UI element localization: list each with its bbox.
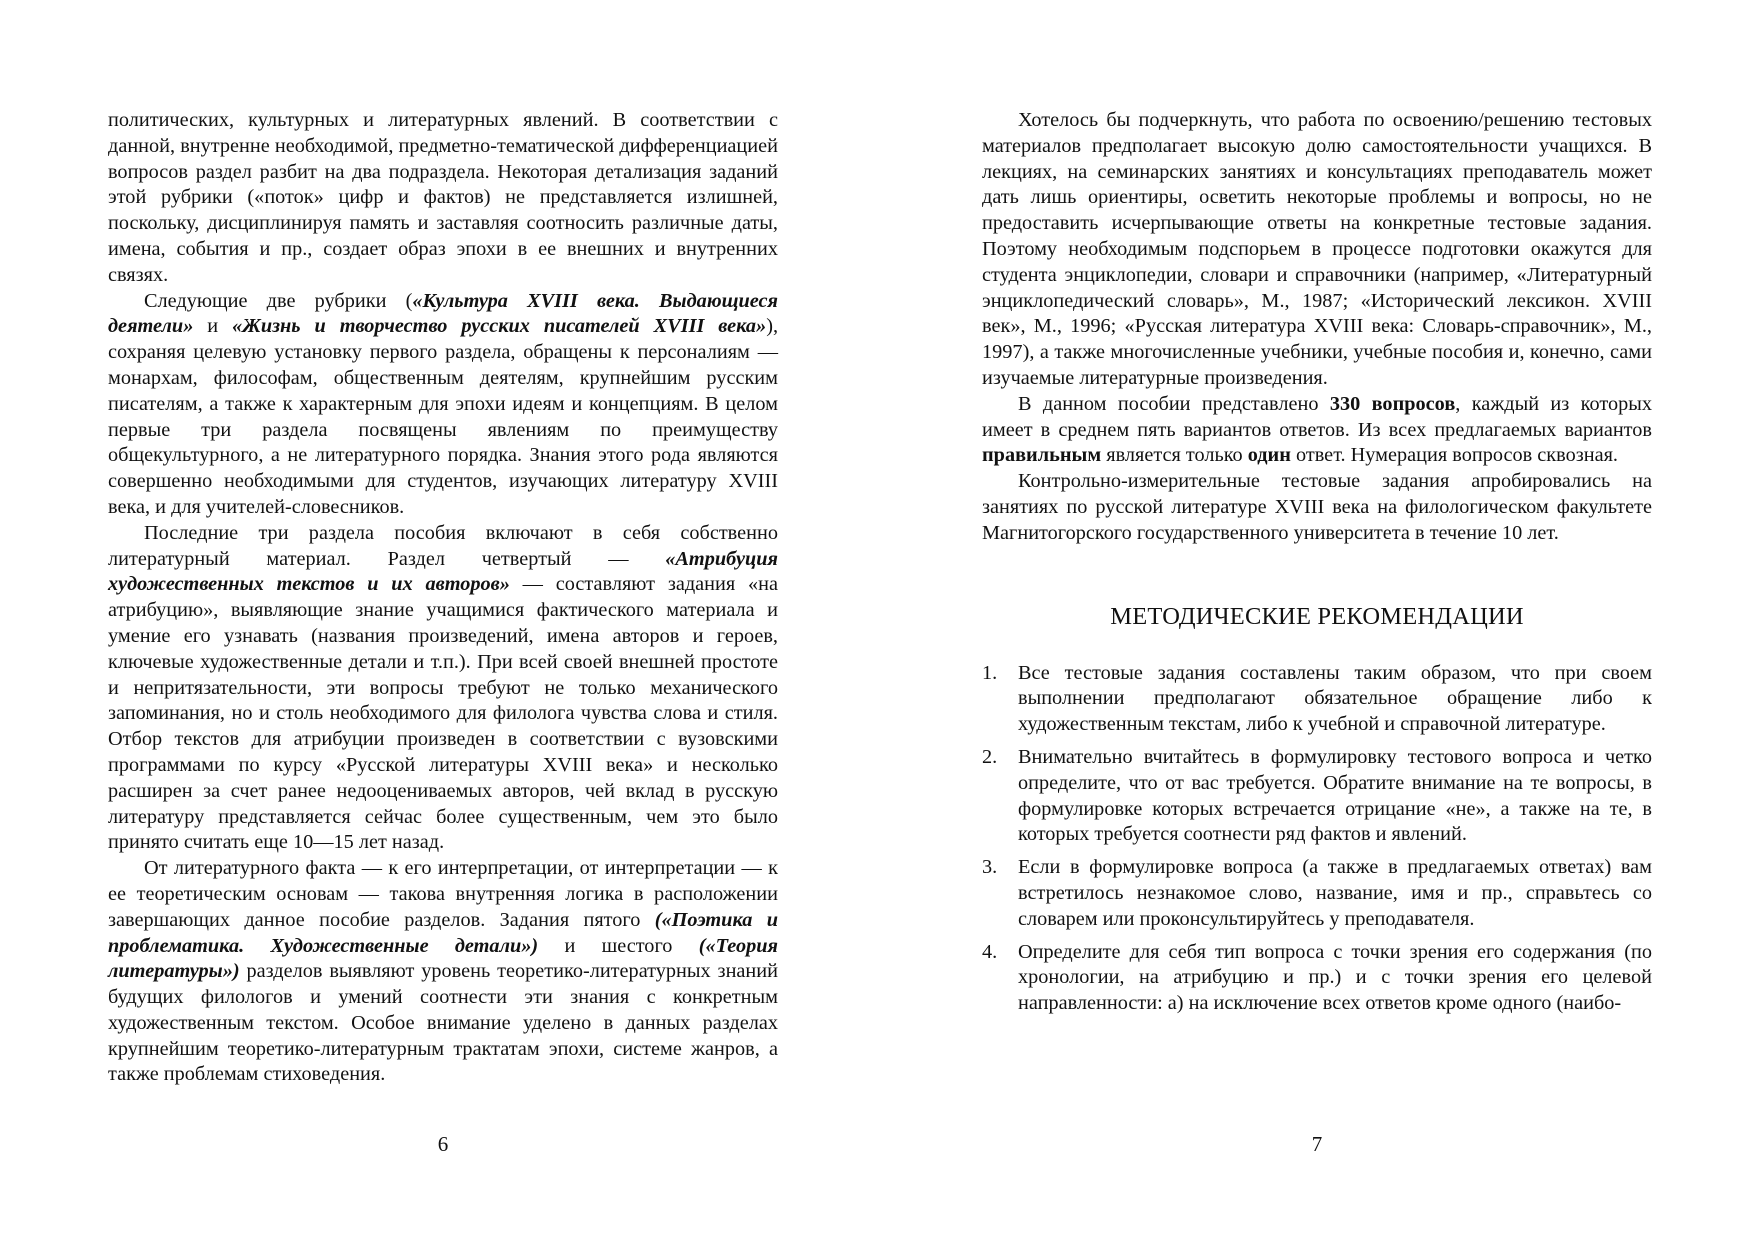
text-run: , каждый из которых имеет в среднем пять вариантов ответов. Из всех предлагаемых вариантов — [982, 392, 1652, 441]
section-heading: МЕТОДИЧЕСКИЕ РЕКОМЕНДАЦИИ — [1110, 602, 1524, 630]
text-run: политических, культурных и литературных явлений. В соответствии с данной, внутренне необходимой, предметно-тематической дифференциацией вопросов раздел разбит на два подраздела. Некоторая детализация заданий этой рубрики («поток» цифр и фактов) не представляется излишней, поскольку, дисциплинируя память и заставляя соотносить различные даты, имена, события и пр., создает образ эпохи в ее внешних и внутренних связях. — [108, 109, 778, 286]
text-run: Последние три раздела пособия включают в себя собственно литературный материал. Раздел четвертый — — [108, 521, 778, 570]
item-number: 3. — [982, 856, 998, 879]
recommendations-list — [982, 661, 1652, 1017]
text-run: и шестого — [538, 934, 699, 957]
left-page — [108, 0, 778, 1241]
left-paragraph — [108, 856, 778, 1088]
item-number: 4. — [982, 940, 998, 963]
emphasis-text: один — [1247, 444, 1291, 467]
page-number: 6 — [437, 1132, 449, 1156]
right-paragraph — [982, 392, 1652, 469]
text-run: ответ. Нумерация вопросов сквозная. — [1290, 444, 1618, 467]
emphasis-text: «Атрибуция художественных текстов и их авторов» — [108, 547, 778, 596]
emphasis-text: «Жизнь и творчество русских писателей XVIII века» — [232, 315, 767, 338]
right-paragraph — [982, 469, 1652, 546]
left-paragraph — [108, 289, 778, 521]
page-number: 7 — [1311, 1132, 1323, 1156]
recommendation-item — [982, 940, 1652, 1017]
left-page-text — [108, 108, 778, 1088]
emphasis-text: «Культура XVIII века. Выдающиеся деятели» — [108, 289, 778, 338]
item-number: 1. — [982, 661, 998, 684]
text-run: Хотелось бы подчеркнуть, что работа по освоению/решению тестовых материалов предполагает высокую долю самостоятельности учащихся. В лекциях, на семинарских занятиях и консультациях преподаватель может дать лишь ориентиры, осветить некоторые проблемы и вопросы, но не предоставить исчерпывающие ответы на конкретные тестовые задания. Поэтому необходимым подспорьем в процессе подготовки окажутся для студента энциклопедии, словари и справочники (например, «Литературный энциклопедический словарь», М., 1987; «Исторический лексикон. XVIII век», М., 1996; «Русская литература XVIII века: Словарь-справочник», М., 1997), а также многочисленные учебники, учебные пособия и, конечно, сами изучаемые литературные произведения. — [982, 109, 1652, 389]
recommendation-item — [982, 745, 1652, 848]
emphasis-text: 330 вопросов — [1329, 392, 1456, 415]
emphasis-text: («Теория литературы») — [108, 934, 778, 983]
text-run: разделов выявляют уровень теоретико-литературных знаний будущих филологов и умений соотнести эти знания с конкретным художественным текстом. Особое внимание уделено в данных разделах крупнейшим теоретико-литературным трактатам эпохи, системе жанров, а также проблемам стиховедения. — [108, 960, 778, 1086]
item-text: Определите для себя тип вопроса с точки зрения его содержания (по хронологии, на атрибуцию и пр.) и с точки зрения его целевой направленности: а) на исключение всех ответов кроме одного (наибо- — [1018, 940, 1652, 1015]
text-run: Контрольно-измерительные тестовые задания апробировались на занятиях по русской литературе XVIII века на филологическом факультете Магнитогорского государственного университета в течение 10 лет. — [982, 470, 1652, 544]
emphasis-text: («Поэтика и проблематика. Художественные детали») — [108, 908, 779, 957]
left-paragraph — [108, 521, 778, 856]
item-text: Внимательно вчитайтесь в формулировку тестового вопроса и четко определите, что от вас требуется. Обратите внимание на те вопросы, в формулировке которых встречается отрицание «не», а также на те, в которых требуется соотнести ряд фактов и явлений. — [1018, 745, 1652, 846]
right-page-text — [982, 108, 1652, 1024]
right-page — [982, 0, 1652, 1241]
recommendation-item — [982, 661, 1652, 738]
text-run: В данном пособии представлено — [1018, 392, 1330, 415]
right-paragraph — [982, 108, 1652, 392]
emphasis-text: правильным — [982, 444, 1102, 467]
text-run: является только — [1101, 444, 1248, 467]
item-text: Все тестовые задания составлены таким образом, что при своем выполнении предполагают обязательное обращение либо к художественным текстам, либо к учебной и справочной литературе. — [1018, 661, 1652, 736]
text-run: Следующие две рубрики ( — [144, 289, 413, 312]
item-text: Если в формулировке вопроса (а также в предлагаемых ответах) вам встретилось незнакомое слово, название, имя и пр., справьтесь со словарем или проконсультируйтесь у преподавателя. — [1018, 856, 1652, 930]
text-run: ), сохраняя целевую установку первого раздела, обращены к персоналиям — монархам, философам, общественным деятелям, крупнейшим русским писателям, а также к характерным для эпохи идеям и концепциям. В целом первые три раздела посвящены явлениям по преимуществу общекультурного, а не литературного порядка. Знания этого рода являются совершенно необходимыми для студентов, изучающих литературу XVIII века, и для учителей-словесников. — [108, 315, 779, 518]
text-run: От литературного факта — к его интерпретации, от интерпретации — к ее теоретическим основам — такова внутренняя логика в расположении завершающих данное пособие разделов. Задания пятого — [108, 857, 778, 931]
text-run: — составляют задания «на атрибуцию», выявляющие знание учащимися фактического материала и умение его узнавать (названия произведений, имена авторов и героев, ключевые художественные детали и т.п.). При всей своей внешней простоте и непритязательности, эти вопросы требуют не только механического запоминания, но и столь необходимого для филолога чувства слова и стиля. Отбор текстов для атрибуции произведен в соответствии с вузовскими программами по курсу «Русской литературы XVIII века» и несколько расширен за счет ранее недооцениваемых авторов, чей вклад в русскую литературу представляется сейчас более существенным, чем это было принято считать еще 10—15 лет назад. — [108, 573, 778, 854]
left-paragraph — [108, 108, 778, 289]
recommendation-item — [982, 855, 1652, 932]
text-run: и — [193, 315, 233, 338]
item-number: 2. — [982, 745, 998, 768]
